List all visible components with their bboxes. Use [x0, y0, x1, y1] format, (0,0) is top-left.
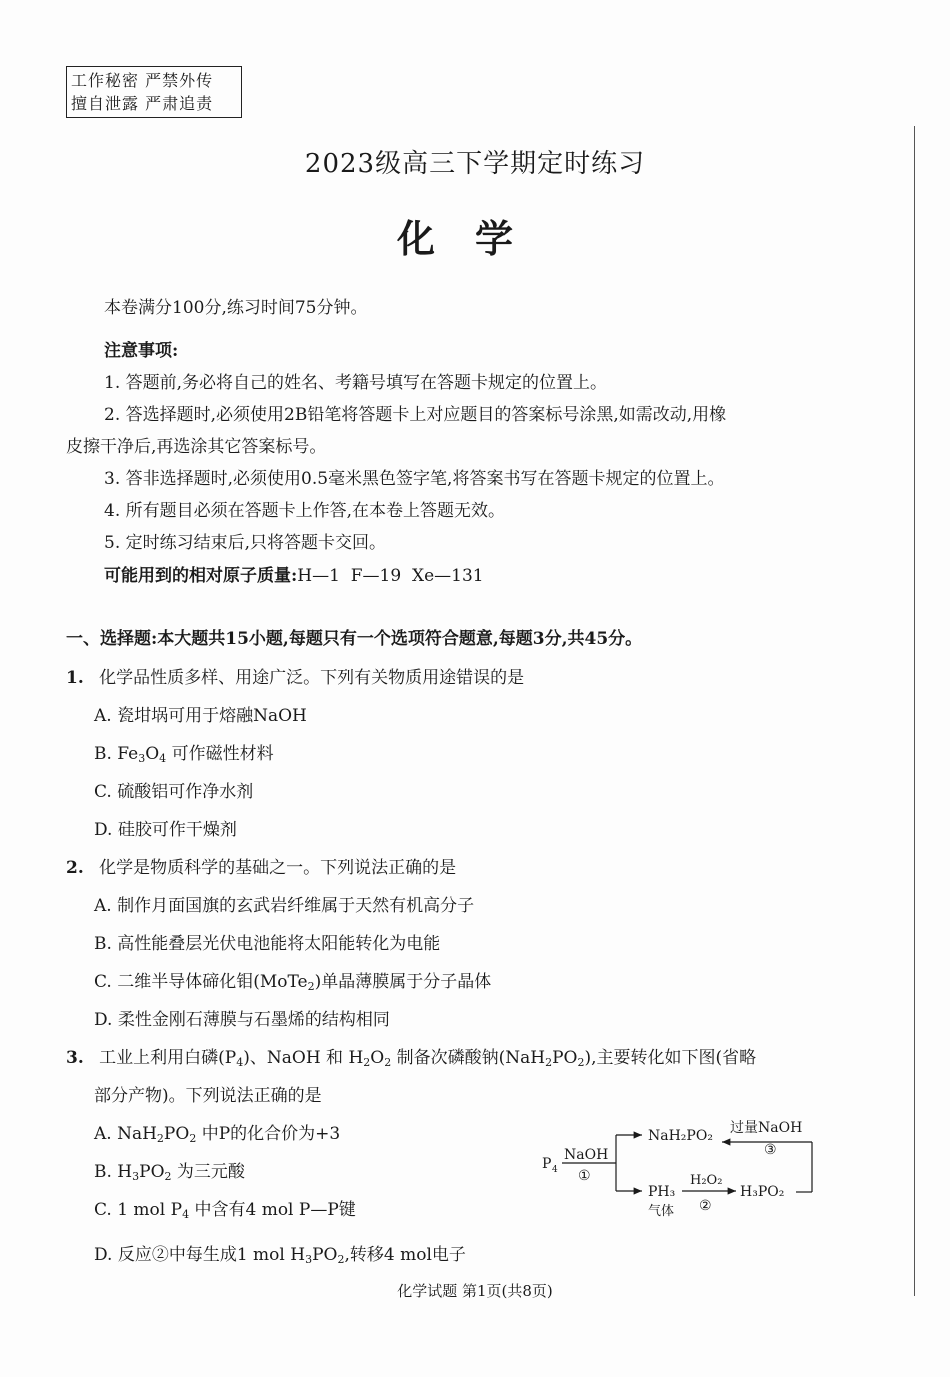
excess-naoh-label: 过量NaOH	[730, 1120, 803, 1136]
q2-option-a: A. 制作月面国旗的玄武岩纤维属于天然有机高分子	[94, 896, 475, 916]
stamp-line-2: 擅自泄露 严肃追责	[71, 94, 214, 113]
naoh-reagent-label: NaOH	[564, 1147, 609, 1163]
p4-subscript: 4	[552, 1165, 558, 1175]
question-3-stem	[66, 1043, 756, 1069]
reaction-diagram	[540, 1112, 830, 1222]
nah2po2-label: NaH₂PO₂	[648, 1128, 713, 1144]
gas-label: 气体	[648, 1204, 675, 1219]
ph3-label: PH₃	[648, 1184, 676, 1200]
q3-option-b: B. $H_3PO_2$ 为三元酸	[94, 1162, 245, 1183]
p4-label: P	[542, 1156, 552, 1172]
section-heading: 一、选择题:本大题共15小题,每题只有一个选项符合题意,每题3分,共45分。	[66, 629, 643, 649]
subject-title: 化学	[396, 216, 553, 261]
question-3-number: 3.	[66, 1048, 84, 1068]
note-3: 3. 答非选择题时,必须使用0.5毫米黑色签字笔,将答案书写在答题卡规定的位置上。	[104, 469, 725, 489]
h3po2-label: H₃PO₂	[740, 1184, 785, 1200]
page-footer: 化学试题 第1页(共8页)	[397, 1282, 553, 1300]
question-2-number: 2.	[66, 858, 84, 878]
question-1-text: 化学品性质多样、用途广泛。下列有关物质用途错误的是	[99, 668, 525, 688]
exam-title: 2023级高三下学期定时练习	[304, 149, 646, 179]
note-5: 5. 定时练习结束后,只将答题卡交回。	[104, 533, 387, 553]
q2-option-b: B. 高性能叠层光伏电池能将太阳能转化为电能	[94, 934, 441, 954]
q3-option-a: A. $NaH_2PO_2$ 中P的化合价为+3	[94, 1124, 341, 1145]
q2-option-c: C. 二维半导体碲化钼(MoTe$_2$)单晶薄膜属于分子晶体	[94, 972, 492, 993]
atomic-mass-label: 可能用到的相对原子质量:	[104, 566, 298, 586]
q1-option-c: C. 硫酸铝可作净水剂	[94, 782, 254, 802]
question-3-text: 工业上利用白磷$(P_4)$、NaOH 和 $H_2O_2$ 制备次磷酸钠$(NaH_2PO_2)$,主要转化如下图(省略	[99, 1048, 757, 1069]
q2-option-d: D. 柔性金刚石薄膜与石墨烯的结构相同	[94, 1010, 390, 1030]
h2o2-reagent-label: H₂O₂	[690, 1173, 723, 1188]
notes-heading: 注意事项:	[104, 341, 179, 361]
atomic-mass-values: H—1 F—19 Xe—131	[297, 566, 484, 586]
step-3-label: ③	[764, 1142, 777, 1158]
question-1-number: 1.	[66, 668, 84, 688]
q1-option-d: D. 硅胶可作干燥剂	[94, 820, 237, 840]
intro-text: 本卷满分100分,练习时间75分钟。	[104, 298, 368, 318]
step-1-label: ①	[578, 1168, 591, 1184]
question-1-stem	[66, 663, 524, 688]
note-2a: 2. 答选择题时,必须使用2B铅笔将答题卡上对应题目的答案标号涂黑,如需改动,用橡	[104, 405, 727, 425]
confidential-stamp	[66, 66, 242, 118]
page-binding-line	[914, 126, 915, 1296]
stamp-line-1: 工作秘密 严禁外传	[71, 71, 214, 90]
step-2-label: ②	[699, 1198, 712, 1214]
question-2-text: 化学是物质科学的基础之一。下列说法正确的是	[99, 858, 457, 878]
q3-option-c: C. 1 mol $P_4$ 中含有4 mol P—P键	[94, 1200, 356, 1221]
q1-option-b: B. $Fe_3O_4$ 可作磁性材料	[94, 744, 274, 765]
question-3-text-cont: 部分产物)。下列说法正确的是	[94, 1086, 322, 1106]
q1-option-a: A. 瓷坩埚可用于熔融NaOH	[94, 706, 307, 726]
note-1: 1. 答题前,务必将自己的姓名、考籍号填写在答题卡规定的位置上。	[104, 373, 608, 393]
q3-option-d: D. 反应②中每生成1 mol $H_3PO_2$,转移4 mol电子	[94, 1245, 466, 1266]
note-4: 4. 所有题目必须在答题卡上作答,在本卷上答题无效。	[104, 501, 506, 521]
question-2-stem	[66, 853, 456, 878]
note-2b: 皮擦干净后,再选涂其它答案标号。	[66, 437, 327, 457]
atomic-mass-line	[104, 561, 484, 586]
